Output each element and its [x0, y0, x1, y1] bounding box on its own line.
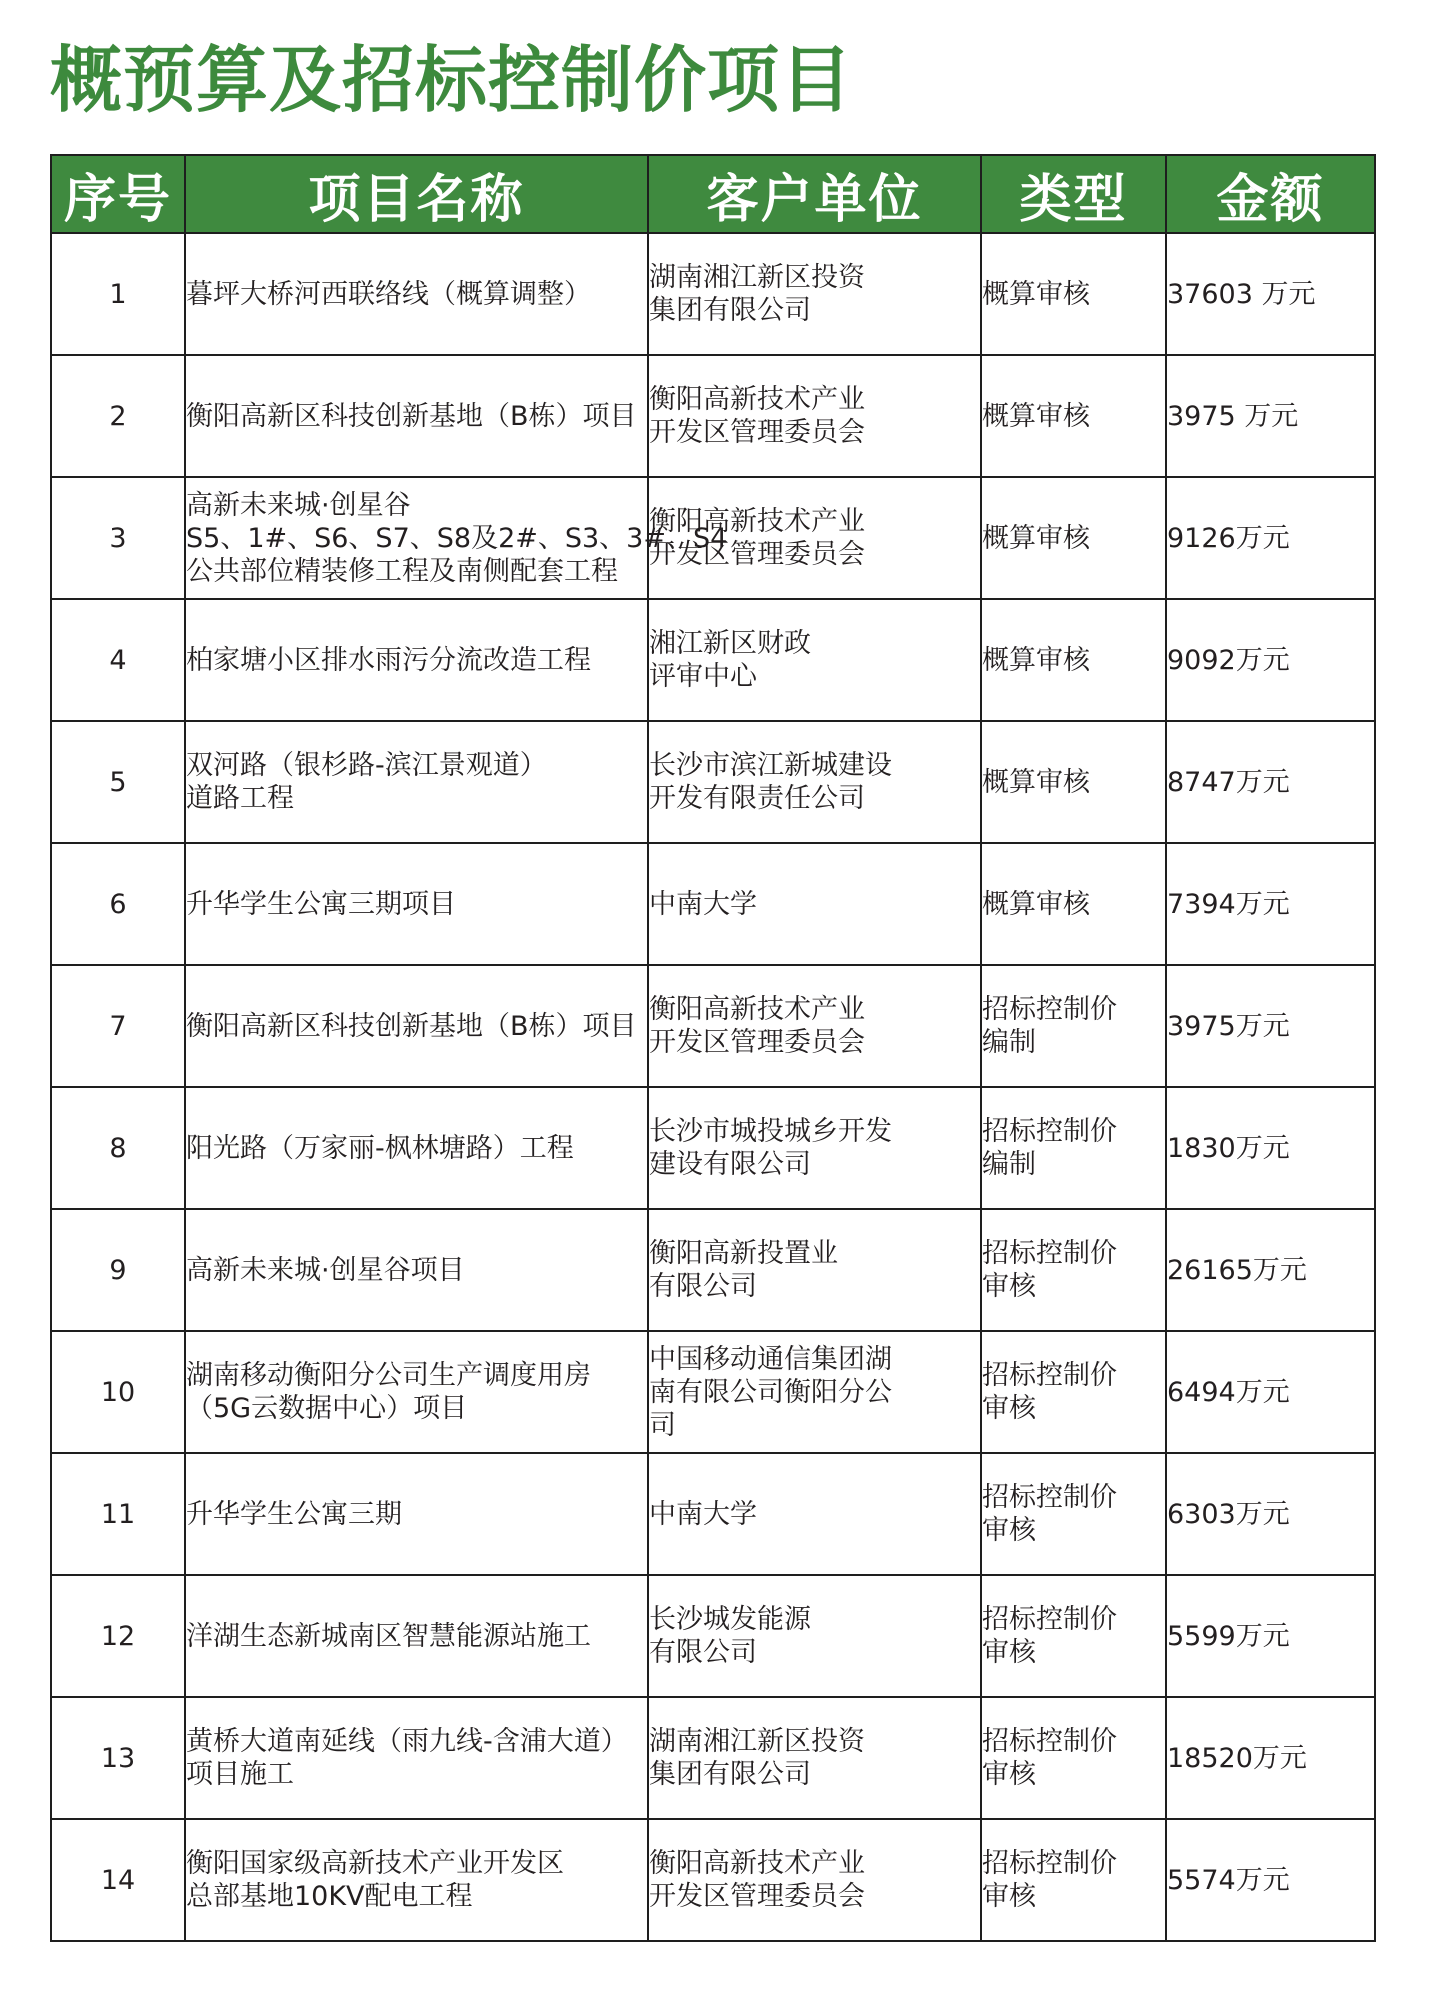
- client-cell: [648, 1087, 981, 1209]
- client-line: 集团有限公司: [649, 295, 811, 326]
- client-line: 湖南湘江新区投资: [649, 1726, 865, 1757]
- table-row: [51, 721, 1375, 843]
- client-line: 长沙市城投城乡开发: [649, 1116, 892, 1147]
- type-cell: [981, 1209, 1166, 1331]
- table-row: [51, 843, 1375, 965]
- client-line: 建设有限公司: [649, 1149, 811, 1180]
- project-name-cell: [185, 355, 648, 477]
- header-project-name: 项目名称: [185, 155, 648, 233]
- project-name-cell: [185, 1453, 648, 1575]
- client-line: 湖南湘江新区投资: [649, 262, 865, 293]
- project-name-line: 柏家塘小区排水雨污分流改造工程: [186, 644, 591, 676]
- type-cell: [981, 477, 1166, 599]
- type-line: 审核: [982, 1515, 1036, 1546]
- type-line: 编制: [982, 1027, 1036, 1058]
- type-cell: [981, 1453, 1166, 1575]
- type-cell: [981, 843, 1166, 965]
- client-line: 司: [649, 1409, 676, 1441]
- project-name-line: 高新未来城·创星谷: [186, 489, 411, 521]
- row-number: 8: [51, 1087, 185, 1209]
- table-row: [51, 1331, 1375, 1453]
- header-client: 客户单位: [648, 155, 981, 233]
- row-number: 12: [51, 1575, 185, 1697]
- row-number: 13: [51, 1697, 185, 1819]
- client-line: 衡阳高新技术产业: [649, 1848, 865, 1879]
- client-line: 有限公司: [649, 1271, 757, 1302]
- row-number: 7: [51, 965, 185, 1087]
- header-no: 序号: [51, 155, 185, 233]
- project-name-cell: [185, 1209, 648, 1331]
- table-row: [51, 1697, 1375, 1819]
- type-line: 概算审核: [982, 644, 1090, 676]
- row-number: 6: [51, 843, 185, 965]
- type-line: 招标控制价: [982, 1848, 1117, 1879]
- project-name-line: 总部基地10KV配电工程: [186, 1881, 473, 1912]
- type-cell: [981, 355, 1166, 477]
- row-number: 3: [51, 477, 185, 599]
- project-name-cell: [185, 1087, 648, 1209]
- type-line: 招标控制价: [982, 1726, 1117, 1757]
- type-cell: [981, 599, 1166, 721]
- row-number: 2: [51, 355, 185, 477]
- project-name-cell: [185, 233, 648, 355]
- table-row: [51, 355, 1375, 477]
- page-title: 概预算及招标控制价项目: [50, 38, 854, 122]
- project-name-line: 衡阳高新区科技创新基地（B栋）项目: [186, 400, 637, 432]
- client-cell: [648, 233, 981, 355]
- client-line: 衡阳高新技术产业: [649, 994, 865, 1025]
- client-cell: [648, 721, 981, 843]
- client-line: 湘江新区财政: [649, 628, 811, 659]
- row-number: 4: [51, 599, 185, 721]
- projects-table: [50, 154, 1376, 1942]
- type-cell: [981, 721, 1166, 843]
- project-name-line: 湖南移动衡阳分公司生产调度用房: [186, 1360, 591, 1391]
- type-line: 招标控制价: [982, 1604, 1117, 1635]
- client-line: 中南大学: [649, 1498, 757, 1530]
- project-name-line: 暮坪大桥河西联络线（概算调整）: [186, 278, 591, 310]
- amount-cell: 5599万元: [1166, 1575, 1375, 1697]
- header-type: 类型: [981, 155, 1166, 233]
- row-number: 1: [51, 233, 185, 355]
- client-line: 评审中心: [649, 661, 757, 692]
- table-header-row: [51, 155, 1375, 233]
- table-row: [51, 965, 1375, 1087]
- project-name-cell: [185, 477, 728, 599]
- project-name-line: 衡阳高新区科技创新基地（B栋）项目: [186, 1010, 637, 1042]
- table-row: [51, 477, 1375, 599]
- amount-cell: 18520万元: [1166, 1697, 1375, 1819]
- client-line: 开发区管理委员会: [649, 539, 865, 570]
- type-line: 概算审核: [982, 766, 1090, 798]
- table-row: [51, 1209, 1375, 1331]
- client-line: 衡阳高新技术产业: [649, 506, 865, 537]
- client-line: 中国移动通信集团湖: [649, 1343, 892, 1375]
- type-line: 概算审核: [982, 522, 1090, 554]
- client-line: 南有限公司衡阳分公: [649, 1376, 892, 1408]
- amount-cell: 37603 万元: [1166, 233, 1375, 355]
- amount-cell: 6303万元: [1166, 1453, 1375, 1575]
- project-name-cell: [185, 843, 648, 965]
- amount-cell: 8747万元: [1166, 721, 1375, 843]
- type-line: 审核: [982, 1393, 1036, 1424]
- amount-cell: 1830万元: [1166, 1087, 1375, 1209]
- client-cell: [648, 1209, 981, 1331]
- project-name-line: 阳光路（万家丽-枫林塘路）工程: [186, 1132, 574, 1164]
- type-line: 招标控制价: [982, 994, 1117, 1025]
- project-name-line: 双河路（银杉路-滨江景观道）: [186, 750, 547, 781]
- type-line: 招标控制价: [982, 1360, 1117, 1391]
- type-cell: [981, 233, 1166, 355]
- type-line: 概算审核: [982, 278, 1090, 310]
- table-body: [51, 233, 1375, 1941]
- project-name-cell: [185, 965, 648, 1087]
- amount-cell: 6494万元: [1166, 1331, 1375, 1453]
- type-line: 招标控制价: [982, 1238, 1117, 1269]
- amount-cell: 5574万元: [1166, 1819, 1375, 1941]
- client-cell: [648, 599, 981, 721]
- project-name-line: 高新未来城·创星谷项目: [186, 1254, 465, 1286]
- project-name-line: 项目施工: [186, 1759, 294, 1790]
- type-line: 审核: [982, 1271, 1036, 1302]
- type-line: 招标控制价: [982, 1116, 1117, 1147]
- type-cell: [981, 1697, 1166, 1819]
- type-cell: [981, 965, 1166, 1087]
- client-line: 开发区管理委员会: [649, 1881, 865, 1912]
- client-line: 开发区管理委员会: [649, 1027, 865, 1058]
- project-name-line: 洋湖生态新城南区智慧能源站施工: [186, 1620, 591, 1652]
- type-cell: [981, 1331, 1166, 1453]
- project-name-cell: [185, 721, 648, 843]
- table-row: [51, 599, 1375, 721]
- client-line: 衡阳高新投置业: [649, 1238, 838, 1269]
- type-cell: [981, 1087, 1166, 1209]
- amount-cell: 3975 万元: [1166, 355, 1375, 477]
- project-name-cell: [185, 1575, 648, 1697]
- client-cell: [648, 1697, 981, 1819]
- client-line: 有限公司: [649, 1637, 757, 1668]
- client-line: 中南大学: [649, 888, 757, 920]
- type-line: 审核: [982, 1759, 1036, 1790]
- table-row: [51, 1453, 1375, 1575]
- type-line: 审核: [982, 1637, 1036, 1668]
- project-name-line: （5G云数据中心）项目: [186, 1393, 468, 1424]
- row-number: 5: [51, 721, 185, 843]
- project-name-cell: [185, 1697, 648, 1819]
- row-number: 9: [51, 1209, 185, 1331]
- type-cell: [981, 1575, 1166, 1697]
- type-cell: [981, 1819, 1166, 1941]
- table-row: [51, 1575, 1375, 1697]
- client-line: 开发区管理委员会: [649, 417, 865, 448]
- client-cell: [648, 477, 981, 599]
- table-row: [51, 1819, 1375, 1941]
- client-line: 长沙城发能源: [649, 1604, 811, 1635]
- client-cell: [648, 1819, 981, 1941]
- type-line: 概算审核: [982, 400, 1090, 432]
- client-cell: [648, 1331, 981, 1453]
- project-name-cell: [185, 1331, 648, 1453]
- amount-cell: 9092万元: [1166, 599, 1375, 721]
- amount-cell: 9126万元: [1166, 477, 1375, 599]
- client-cell: [648, 1575, 981, 1697]
- client-line: 衡阳高新技术产业: [649, 384, 865, 415]
- row-number: 14: [51, 1819, 185, 1941]
- row-number: 11: [51, 1453, 185, 1575]
- project-name-cell: [185, 599, 648, 721]
- client-cell: [648, 965, 981, 1087]
- project-name-line: 升华学生公寓三期: [186, 1498, 402, 1530]
- type-line: 编制: [982, 1149, 1036, 1180]
- project-name-cell: [185, 1819, 648, 1941]
- client-cell: [648, 843, 981, 965]
- client-cell: [648, 1453, 981, 1575]
- client-cell: [648, 355, 981, 477]
- client-line: 开发有限责任公司: [649, 783, 865, 814]
- header-amount: 金额: [1166, 155, 1375, 233]
- amount-cell: 7394万元: [1166, 843, 1375, 965]
- project-name-line: S5、1#、S6、S7、S8及2#、S3、3#、S4: [186, 522, 728, 554]
- type-line: 概算审核: [982, 888, 1090, 920]
- amount-cell: 26165万元: [1166, 1209, 1375, 1331]
- amount-cell: 3975万元: [1166, 965, 1375, 1087]
- client-line: 集团有限公司: [649, 1759, 811, 1790]
- table-row: [51, 1087, 1375, 1209]
- project-name-line: 道路工程: [186, 783, 294, 814]
- project-name-line: 黄桥大道南延线（雨九线-含浦大道）: [186, 1726, 628, 1757]
- project-name-line: 衡阳国家级高新技术产业开发区: [186, 1848, 564, 1879]
- project-name-line: 升华学生公寓三期项目: [186, 888, 456, 920]
- type-line: 审核: [982, 1881, 1036, 1912]
- type-line: 招标控制价: [982, 1482, 1117, 1513]
- table-row: [51, 233, 1375, 355]
- client-line: 长沙市滨江新城建设: [649, 750, 892, 781]
- row-number: 10: [51, 1331, 185, 1453]
- project-name-line: 公共部位精装修工程及南侧配套工程: [186, 555, 618, 587]
